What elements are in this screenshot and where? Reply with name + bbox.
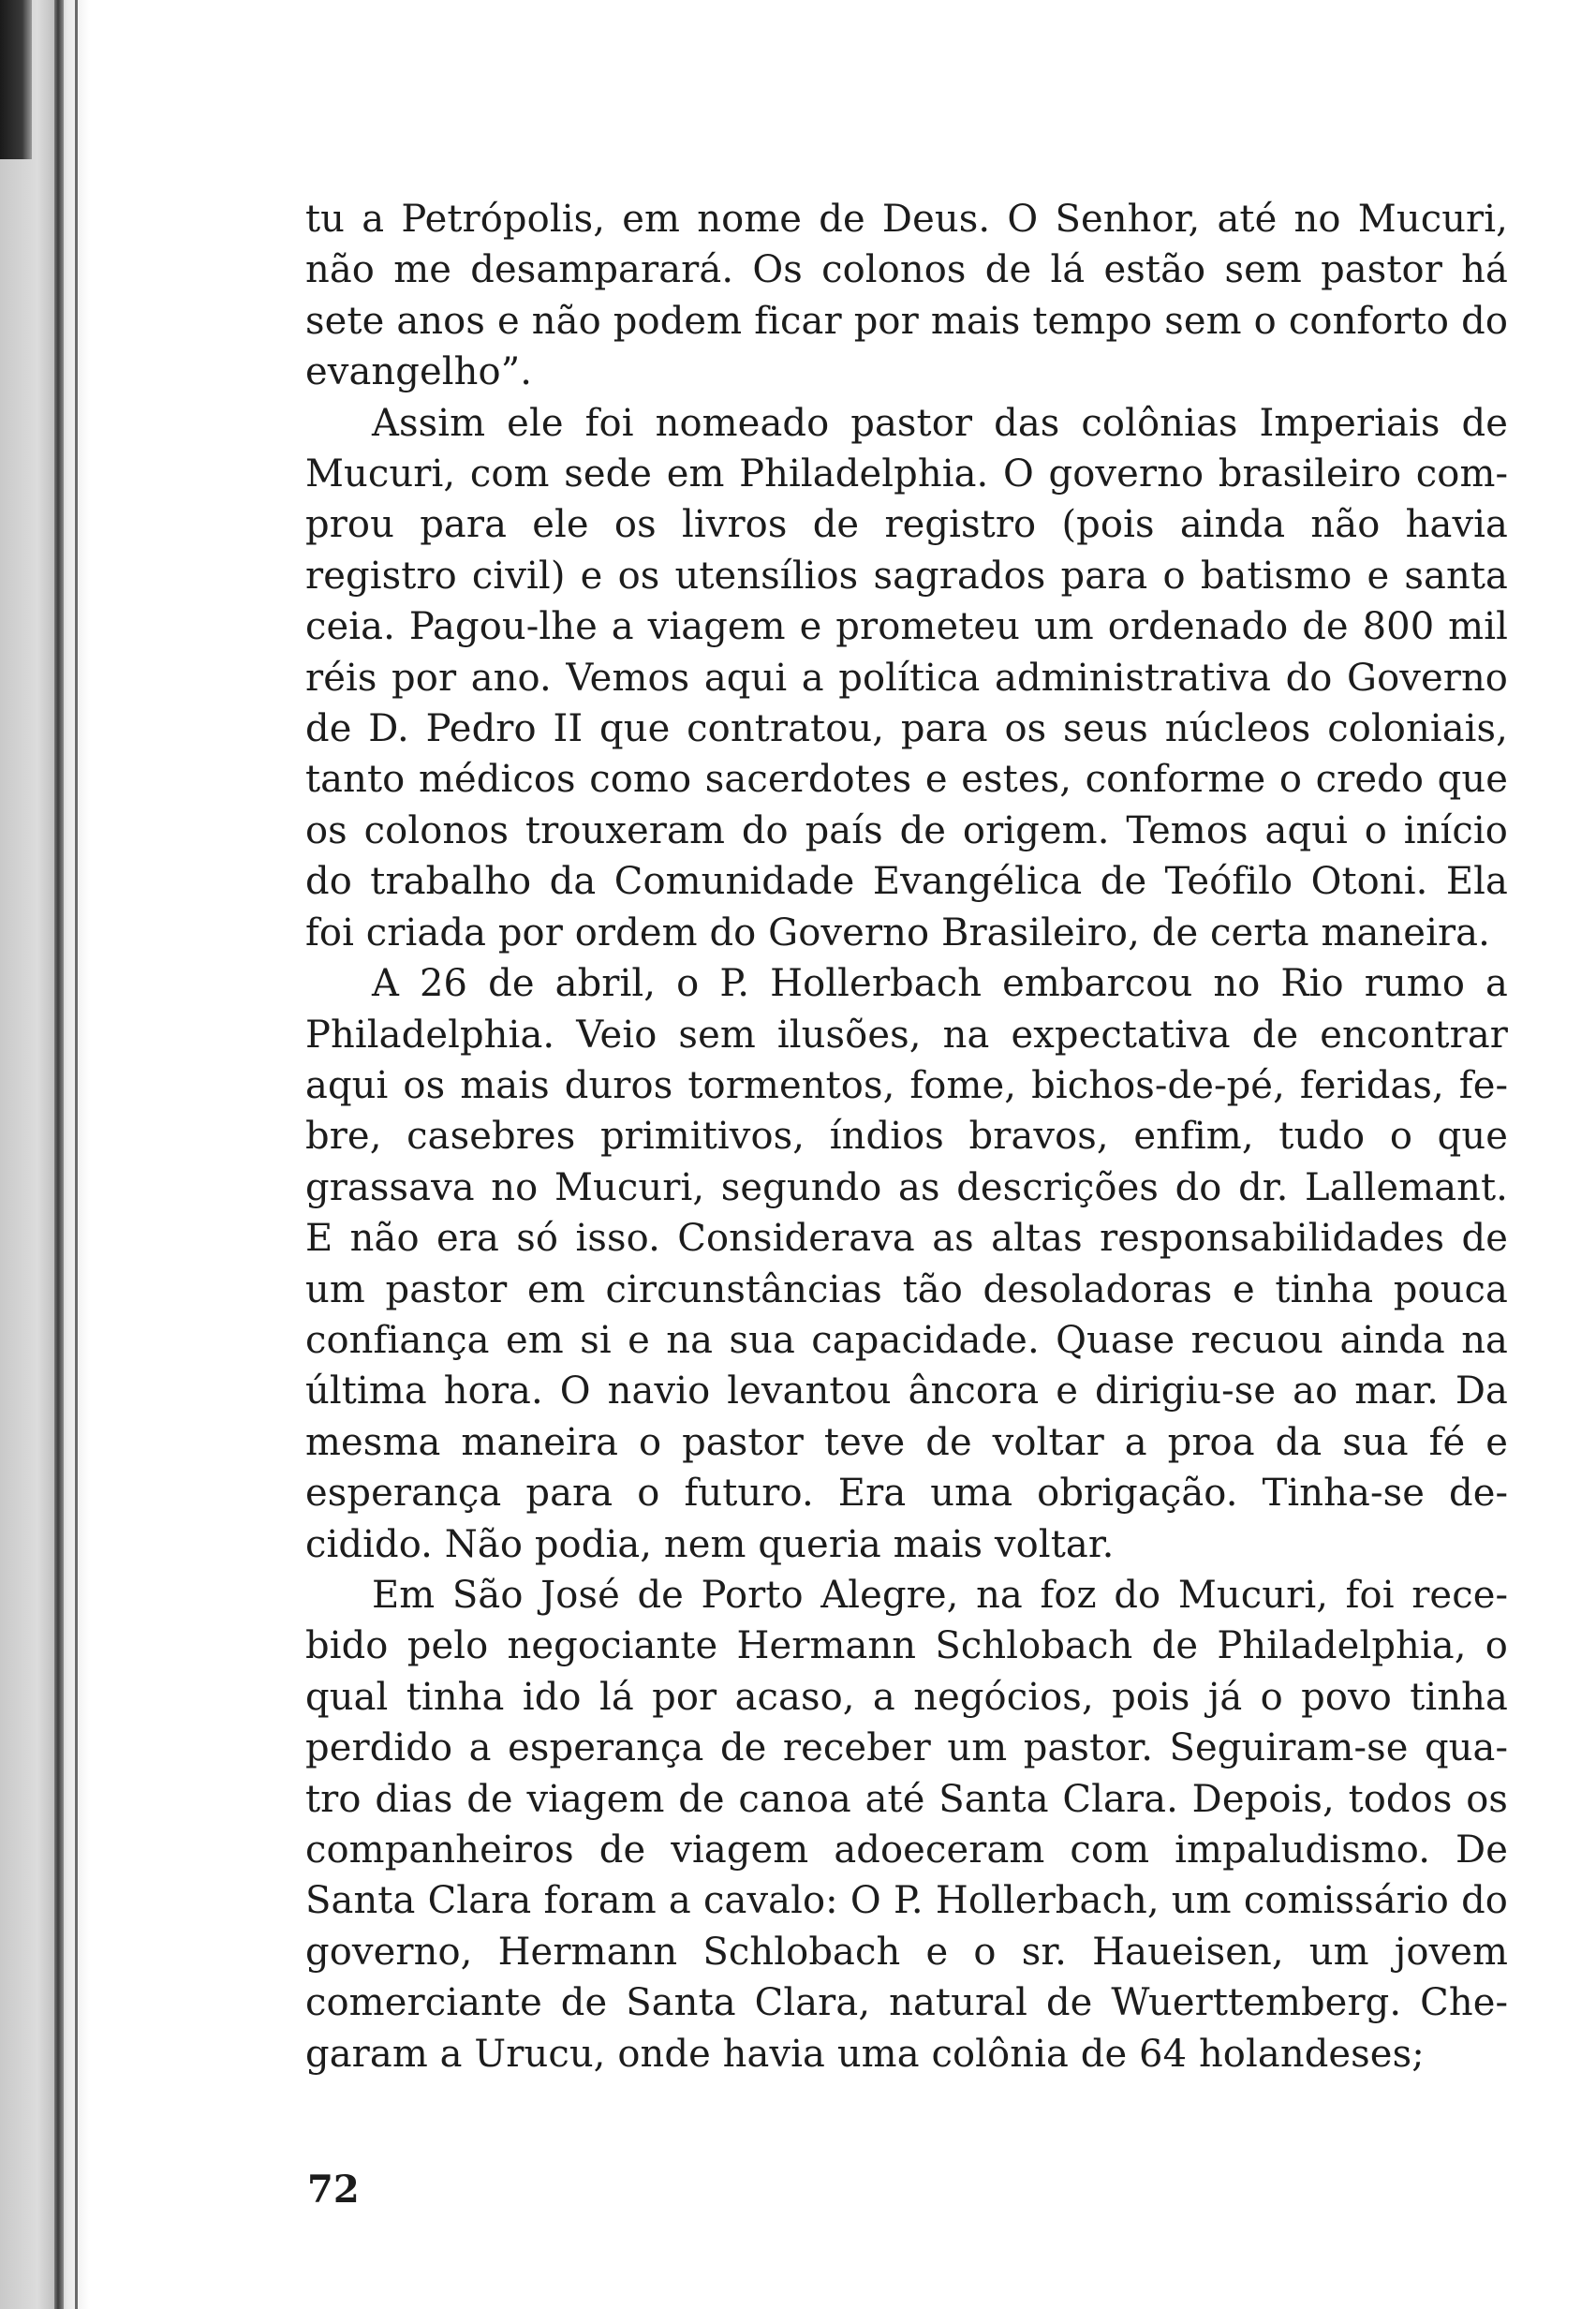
binding-line	[54, 0, 64, 2309]
paragraph: Em São José de Porto Alegre, na foz do Mucuri, foi recebido pelo negociante Hermann Schlobach de Philadelphia, o qual tinha ido lá por acaso, a negócios, pois já o povo tinha perdido a esperança de receber um pastor. Seguiram-se quatro dias de viagem de canoa até Santa Clara. Depois, todos os companheiros de viagem adoeceram com impaludismo. De Santa Clara foram a cavalo: O P. Hollerbach, um comissário do governo, Hermann Schlobach e o sr. Haueisen, um jovem comerciante de Santa Clara, natural de Wuerttemberg. Chegaram a Urucu, onde havia uma colônia de 64 holandeses;	[305, 1573, 1508, 2076]
paragraph: tu a Petrópolis, em nome de Deus. O Senhor, até no Mucuri, não me desamparará. Os colonos de lá estão sem pastor há sete anos e não podem ficar por mais tempo sem o conforto do evangelho”.	[305, 198, 1508, 394]
body-text	[305, 194, 1508, 2080]
binding-line-thin	[75, 0, 78, 2309]
binding-edge	[0, 0, 94, 2309]
page-number: 72	[307, 2168, 360, 2212]
paragraph: Assim ele foi nomeado pastor das colônias Imperiais de Mucuri, com sede em Philadelphia. O governo brasileiro comprou para ele os livros de registro (pois ainda não havia registro civil) e os utensílios sagrados para o batismo e santa ceia. Pagou-lhe a viagem e prometeu um ordenado de 800 mil réis por ano. Vemos aqui a política administrativa do Governo de D. Pedro II que contratou, para os seus núcleos coloniais, tanto médicos como sacerdotes e estes, conforme o credo que os colonos trouxeram do país de origem. Temos aqui o início do trabalho da Comunidade Evangélica de Teófilo Otoni. Ela foi criada por ordem do Governo Brasileiro, de certa maneira.	[305, 401, 1508, 955]
paragraph: A 26 de abril, o P. Hollerbach embarcou no Rio rumo a Philadelphia. Veio sem ilusões, na expectativa de encontrar aqui os mais duros tormentos, fome, bichos-de-pé, feridas, febre, casebres primitivos, índios bravos, enfim, tudo o que grassava no Mucuri, segundo as descrições do dr. Lallemant. E não era só isso. Considerava as altas responsabilidades de um pastor em circunstâncias tão desoladoras e tinha pouca confiança em si e na sua capacidade. Quase recuou ainda na última hora. O navio levantou âncora e dirigiu-se ao mar. Da mesma maneira o pastor teve de voltar a proa da sua fé e esperança para o futuro. Era uma obrigação. Tinha-se decidido. Não podia, nem queria mais voltar.	[305, 962, 1508, 1566]
binding-shadow	[0, 0, 32, 159]
